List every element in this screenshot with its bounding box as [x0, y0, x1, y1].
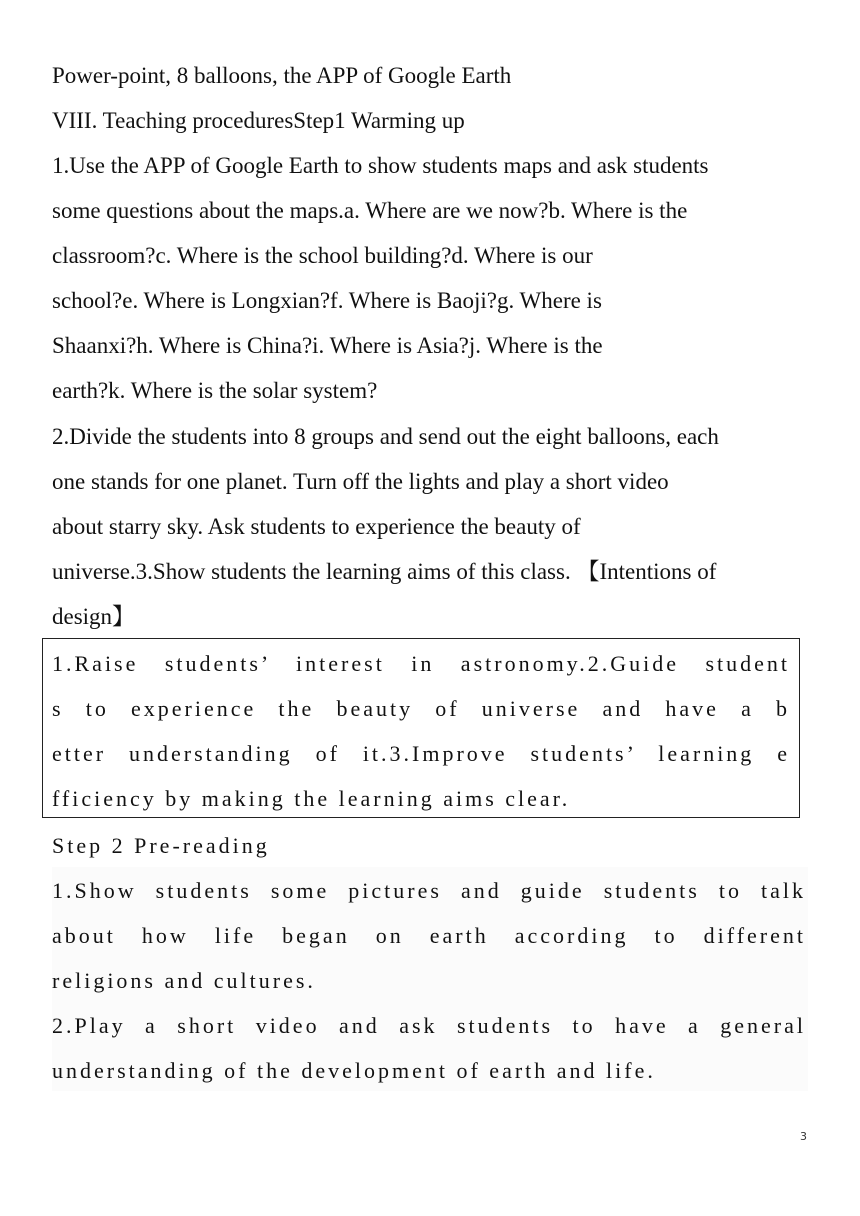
step1-paragraph2-line: 2.Divide the students into 8 groups and send out the eight balloons, each [52, 424, 719, 449]
design-intentions-line: etter understanding of it.3.Improve students’ learning e [52, 741, 790, 766]
step1-paragraph2-line: one stands for one planet. Turn off the lights and play a short video [52, 469, 669, 494]
step1-paragraph2-line: design】 [52, 604, 136, 629]
step2-paragraph2-line: understanding of the development of earth and life. [52, 1058, 656, 1083]
design-intentions-line: 1.Raise students’ interest in astronomy.2.Guide student [52, 651, 790, 676]
step1-paragraph2-line: about starry sky. Ask students to experience the beauty of [52, 514, 581, 539]
step2-paragraph1-line: about how life began on earth according to different [52, 923, 806, 948]
step1-paragraph1-line: Shaanxi?h. Where is China?i. Where is Asia?j. Where is the [52, 333, 603, 358]
design-intentions-box [42, 638, 800, 818]
step2-paragraph1-line: religions and cultures. [52, 968, 316, 993]
step2-heading: Step 2 Pre-reading [52, 833, 270, 858]
step1-paragraph1-line: 1.Use the APP of Google Earth to show students maps and ask students [52, 153, 709, 178]
procedures-heading: VIII. Teaching proceduresStep1 Warming up [52, 108, 465, 133]
step2-paragraph2-line: 2.Play a short video and ask students to have a general [52, 1013, 806, 1038]
step2-paragraph1-line: 1.Show students some pictures and guide students to talk [52, 878, 806, 903]
step1-paragraph2-line: universe.3.Show students the learning aims of this class. 【Intentions of [52, 559, 717, 584]
step1-paragraph1-line: some questions about the maps.a. Where are we now?b. Where is the [52, 198, 688, 223]
step1-paragraph1-line: classroom?c. Where is the school building?d. Where is our [52, 243, 593, 268]
step1-paragraph1-line: earth?k. Where is the solar system? [52, 378, 378, 403]
design-intentions-line: fficiency by making the learning aims clear. [52, 786, 571, 811]
design-intentions-line: s to experience the beauty of universe and have a b [52, 696, 790, 721]
page-number: 3 [800, 1130, 807, 1143]
materials-line: Power-point, 8 balloons, the APP of Google Earth [52, 63, 512, 88]
step1-paragraph1-line: school?e. Where is Longxian?f. Where is Baoji?g. Where is [52, 288, 602, 313]
